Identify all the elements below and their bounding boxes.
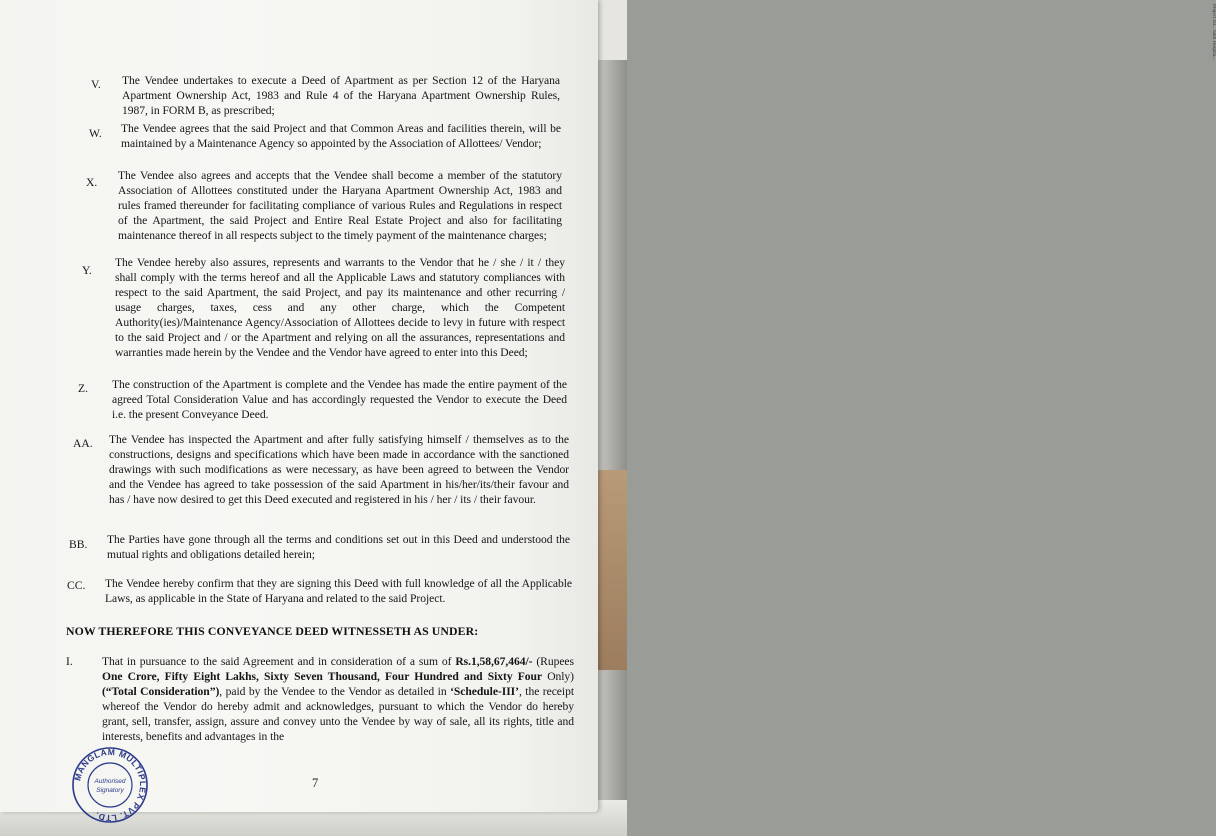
svg-text:Signatory: Signatory: [96, 787, 124, 794]
document-page: [0, 0, 598, 824]
background-wood: [594, 470, 627, 670]
clause-text: The Parties have gone through all the terms and conditions set out in this Deed and understood the mutual rights and obligations detailed herein;: [107, 533, 570, 561]
company-seal-stamp: [70, 745, 150, 825]
clause-text: The Vendee also agrees and accepts that the Vendee shall become a member of the statutory Association of Allottees constituted under the Haryana Apartment Ownership Act, 1983 and rules framed thereunder for facilitating compliance of various Rules and Regulations in respect of the Apartment, the said Project and Entire Real Estate Project and also for facilitating maintenance thereof in all respects subject to the timely payment of the maintenance charges;: [118, 169, 562, 242]
schedule-reference: ‘Schedule-III’: [450, 685, 519, 698]
clause-text: The Vendee has inspected the Apartment and after fully satisfying himself / themselves as to the constructions, designs and specifications which have been made in accordance with the sanctioned drawings with such modifications as were necessary, as have been agreed to between the Vendor and the Vendee has agreed to take possession of the said Apartment in his/her/its/their favour and has / have now desired to get this Deed executed and registered in his / her / its / their favour.: [109, 433, 569, 506]
clause-number: CC.: [67, 579, 86, 592]
clause-number: Z.: [78, 382, 88, 395]
clause-number: X.: [86, 176, 98, 189]
clause-text: The Vendee hereby confirm that they are signing this Deed with full knowledge of all the Applicable Laws, as applicable in the State of Haryana and related to the said Project.: [105, 577, 572, 605]
svg-text:Authorised: Authorised: [94, 778, 126, 785]
page-number: 7: [312, 776, 319, 790]
consideration-amount: Rs.1,58,67,464/-: [455, 655, 533, 668]
clause-text: The Vendee hereby also assures, represents and warrants to the Vendor that he / she / it / they shall comply with the terms hereof and all the Applicable Laws and statutory compliances with respect to the said Apartment, the said Project, and pay its maintenance and other recurring / usage charges, taxes, cess and any other charge, which the Competent Authority(ies)/Maintenance Agency/Association of Allottees decide to levy in future with respect to the said Project and / or the Apartment and relying on all the assurances, representations and warranties made herein by the Vendee and the Vendor have agreed to enter into this Deed;: [115, 256, 565, 359]
clause-number: W.: [89, 127, 102, 140]
clause-text: The construction of the Apartment is complete and the Vendee has made the entire payment of the agreed Total Consideration Value and has accordingly requested the Vendor to execute the Deed i.e. the present Conveyance Deed.: [112, 378, 567, 421]
clause-text: The Vendee undertakes to execute a Deed of Apartment as per Section 12 of the Haryana Apartment Ownership Act, 1983 and Rule 4 of the Haryana Apartment Ownership Rules, 1987, in FORM B, as prescribed;: [122, 74, 560, 117]
operative-clause: [102, 654, 574, 744]
section-heading: NOW THEREFORE THIS CONVEYANCE DEED WITNESSETH AS UNDER:: [66, 624, 479, 638]
clause-number: I.: [66, 655, 73, 668]
clause-text: Only): [542, 670, 574, 683]
clause-text: That in pursuance to the said Agreement and in consideration of a sum of: [102, 655, 456, 668]
clause-number: AA.: [73, 437, 93, 450]
side-document-text: Project Sit... Sikh Hospita...: [1211, 4, 1216, 60]
clause-text: (Rupees: [532, 655, 574, 668]
consideration-amount-words: One Crore, Fifty Eight Lakhs, Sixty Seven Thousand, Four Hundred and Sixty Four: [102, 670, 543, 683]
clause-text: , paid by the Vendee to the Vendor as detailed in: [219, 685, 451, 698]
clause-number: V.: [91, 78, 101, 91]
clause-number: BB.: [69, 538, 88, 551]
side-document: [596, 0, 1216, 60]
svg-text:MANGLAM MULTIPLEX PVT. LTD.: MANGLAM MULTIPLEX PVT. LTD.: [72, 746, 149, 824]
defined-term: (“Total Consideration”): [102, 685, 220, 698]
clause-number: Y.: [82, 264, 92, 277]
clause-text: The Vendee agrees that the said Project and that Common Areas and facilities therein, will be maintained by a Maintenance Agency so appointed by the Association of Allottees/ Vendor;: [121, 122, 561, 150]
clause-text: , the receipt whereof the Vendor do hereby admit and acknowledges, pursuant to which the Vendor do hereby grant, sell, transfer, assign, assure and convey unto the Vendee by way of sale, all its rights, title and interests, benefits and advantages in the: [102, 685, 574, 743]
